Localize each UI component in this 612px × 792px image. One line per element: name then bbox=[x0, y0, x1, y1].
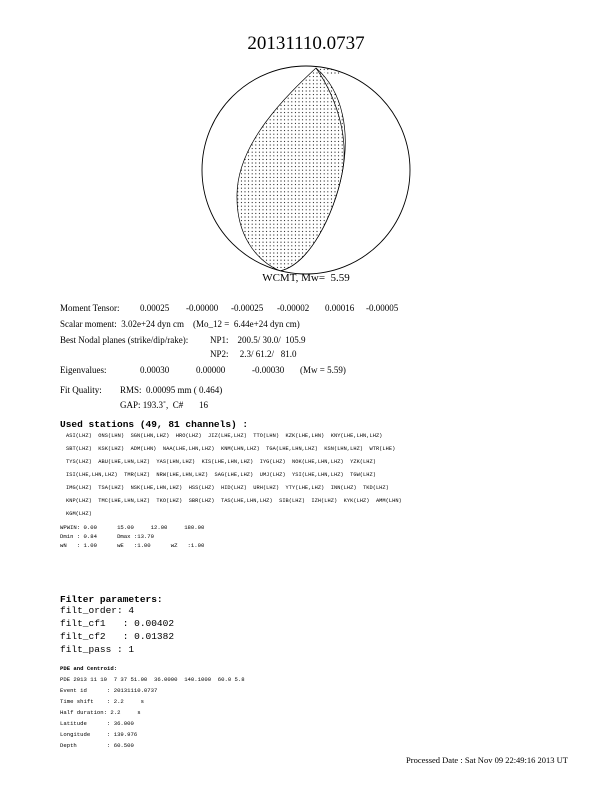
station-row: KNP(LHZ) TMC(LHE,LHN,LHZ) TKO(LHZ) SBR(LHZ) TAS(LHE,LHN,LHZ) SIB(LHZ) IZH(LHZ) KYK(LHZ) AMM(LHN) bbox=[66, 498, 402, 504]
mt-value-1: 0.00025 bbox=[140, 303, 170, 313]
longitude: Longitude : 139.976 bbox=[60, 731, 138, 738]
mw-label: WCMT, Mw= 5.59 bbox=[262, 272, 350, 284]
event-title: 20131110.0737 bbox=[247, 33, 365, 54]
filter-pass: filt_pass : 1 bbox=[60, 644, 135, 655]
eigenvalue-mw: (Mw = 5.59) bbox=[300, 365, 346, 375]
filter-cf2: filt_cf2 : 0.01382 bbox=[60, 631, 175, 642]
station-row: SBT(LHZ) KSK(LHZ) ADM(LHN) NAA(LHE,LHN,LHZ) KNM(LHN,LHZ) TGA(LHE,LHN,LHZ) KSN(LHN,LHZ) WTR(LHE) bbox=[66, 446, 396, 452]
beachball-diagram bbox=[200, 64, 412, 276]
eigenvalue-2: 0.00000 bbox=[196, 365, 226, 375]
mt-value-3: -0.00025 bbox=[231, 303, 264, 313]
processed-date: Processed Date : Sat Nov 09 22:49:16 2013 UT bbox=[406, 755, 568, 765]
station-row: ASI(LHZ) ONS(LHN) SGN(LHN,LHZ) HRO(LHZ) JIZ(LHE,LHZ) TTO(LHN) KZK(LHE,LHN) KNY(LHE,LHN,LHZ) bbox=[66, 433, 383, 439]
latitude: Latitude : 36.000 bbox=[60, 720, 134, 727]
param-dmin: Dmin : 0.84 Dmax :13.70 bbox=[60, 533, 154, 540]
half-duration: Half duration: 2.2 s bbox=[60, 709, 141, 716]
pde-line: PDE 2013 11 10 7 37 51.00 36.0000 140.1000 60.0 5.8 bbox=[60, 676, 245, 683]
eigenvalue-1: 0.00030 bbox=[140, 365, 170, 375]
pde-header: PDE and Centroid: bbox=[60, 665, 118, 672]
nodal-plane-2-values: NP2: 2.3/ 61.2/ 81.0 bbox=[210, 349, 297, 359]
station-row: KGM(LHZ) bbox=[66, 511, 92, 517]
mt-value-2: -0.00000 bbox=[186, 303, 219, 313]
nodal-planes-label: Best Nodal planes (strike/dip/rake): bbox=[60, 335, 189, 345]
filter-cf1: filt_cf1 : 0.00402 bbox=[60, 618, 175, 629]
fit-quality-label: Fit Quality: bbox=[60, 385, 102, 395]
station-row: IMG(LHZ) TSA(LHZ) NSK(LHE,LHN,LHZ) HSS(LHZ) HID(LHZ) URH(LHZ) YTY(LHE,LHZ) INN(LHZ) TKD(LHZ) bbox=[66, 485, 389, 491]
eigenvalues-label: Eigenvalues: bbox=[60, 365, 107, 375]
station-row: TYS(LHZ) ABU(LHE,LHN,LHZ) YAS(LHN,LHZ) KIS(LHE,LHN,LHZ) IYG(LHZ) NOK(LHE,LHN,LHZ) YZK(LHZ) bbox=[66, 459, 376, 465]
nodal-plane-1-values: NP1: 200.5/ 30.0/ 105.9 bbox=[210, 335, 306, 345]
eigenvalue-3: -0.00030 bbox=[252, 365, 285, 375]
mt-value-6: -0.00005 bbox=[366, 303, 399, 313]
depth: Depth : 60.500 bbox=[60, 742, 134, 749]
station-row: ISI(LHE,LHN,LHZ) TMR(LHZ) NRW(LHE,LHN,LHZ) SAG(LHE,LHZ) UMJ(LHZ) YSI(LHE,LHN,LHZ) TGW(LHZ) bbox=[66, 472, 376, 478]
param-wpwin: WPWIN: 0.00 15.00 12.00 180.00 bbox=[60, 524, 205, 531]
filter-order: filt_order: 4 bbox=[60, 605, 135, 616]
event-id: Event id : 20131110.0737 bbox=[60, 687, 158, 694]
param-weights: wN : 1.00 wE :1.00 wZ :1.00 bbox=[60, 542, 205, 549]
scalar-moment: Scalar moment: 3.02e+24 dyn cm (Mo_12 = 6.44e+24 dyn cm) bbox=[60, 319, 300, 329]
fit-quality-gap: GAP: 193.3˚, C# 16 bbox=[120, 400, 209, 410]
mt-value-4: -0.00002 bbox=[277, 303, 310, 313]
mt-value-5: 0.00016 bbox=[325, 303, 355, 313]
fit-quality-rms: RMS: 0.00095 mm ( 0.464) bbox=[120, 385, 223, 395]
time-shift: Time shift : 2.2 s bbox=[60, 698, 144, 705]
stations-header: Used stations (49, 81 channels) : bbox=[60, 419, 249, 430]
filter-header: Filter parameters: bbox=[60, 594, 163, 605]
moment-tensor-label: Moment Tensor: bbox=[60, 303, 120, 313]
